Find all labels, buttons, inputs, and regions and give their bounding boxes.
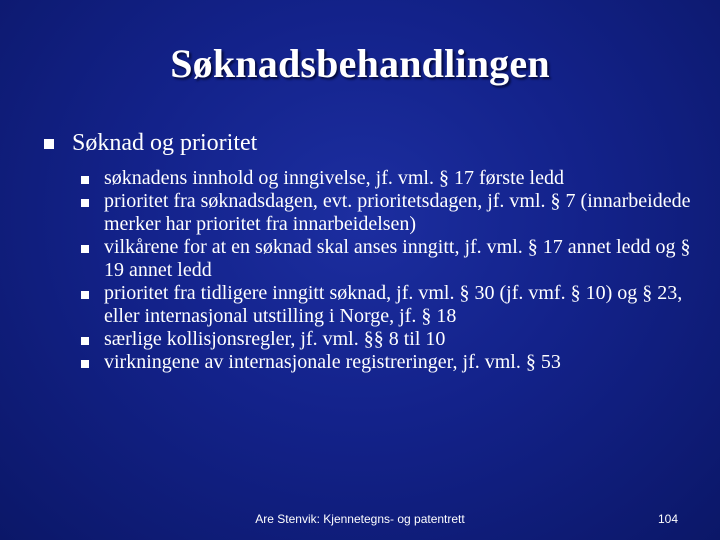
list-item [78,190,698,236]
page-number: 104 [657,512,678,526]
list-item [78,167,698,190]
square-bullet-icon [81,291,89,299]
list-item-text: søknadens innhold og inngivelse, jf. vml. § 17 første ledd [104,167,564,189]
square-bullet-icon [81,360,89,368]
list-item [78,328,698,351]
list-item [78,351,698,374]
list-item-text: prioritet fra søknadsdagen, evt. prioritetsdagen, jf. vml. § 7 (innarbeidede merker har prioritet fra innarbeidelsen) [104,190,691,235]
list-item-text: virkningene av internasjonale registreringer, jf. vml. § 53 [104,351,561,373]
list-item [78,236,698,282]
slide-footer: Are Stenvik: Kjennetegns- og patentrett [255,512,465,526]
list-item-text: vilkårene for at en søknad skal anses inngitt, jf. vml. § 17 annet ledd og § 19 annet ledd [104,236,691,281]
list-item-text: særlige kollisjonsregler, jf. vml. §§ 8 til 10 [104,328,446,350]
square-bullet-icon [81,337,89,345]
sub-bullet-list [78,167,698,374]
list-item-text: prioritet fra tidligere inngitt søknad, jf. vml. § 30 (jf. vmf. § 10) og § 23, eller internasjonal utstilling i Norge, jf. § 18 [104,282,683,327]
list-item [78,282,698,328]
square-bullet-icon [44,139,54,149]
level1-label: Søknad og prioritet [72,130,258,156]
level1-item [44,130,257,157]
square-bullet-icon [81,245,89,253]
square-bullet-icon [81,199,89,207]
slide-title: Søknadsbehandlingen [170,41,550,86]
square-bullet-icon [81,176,89,184]
